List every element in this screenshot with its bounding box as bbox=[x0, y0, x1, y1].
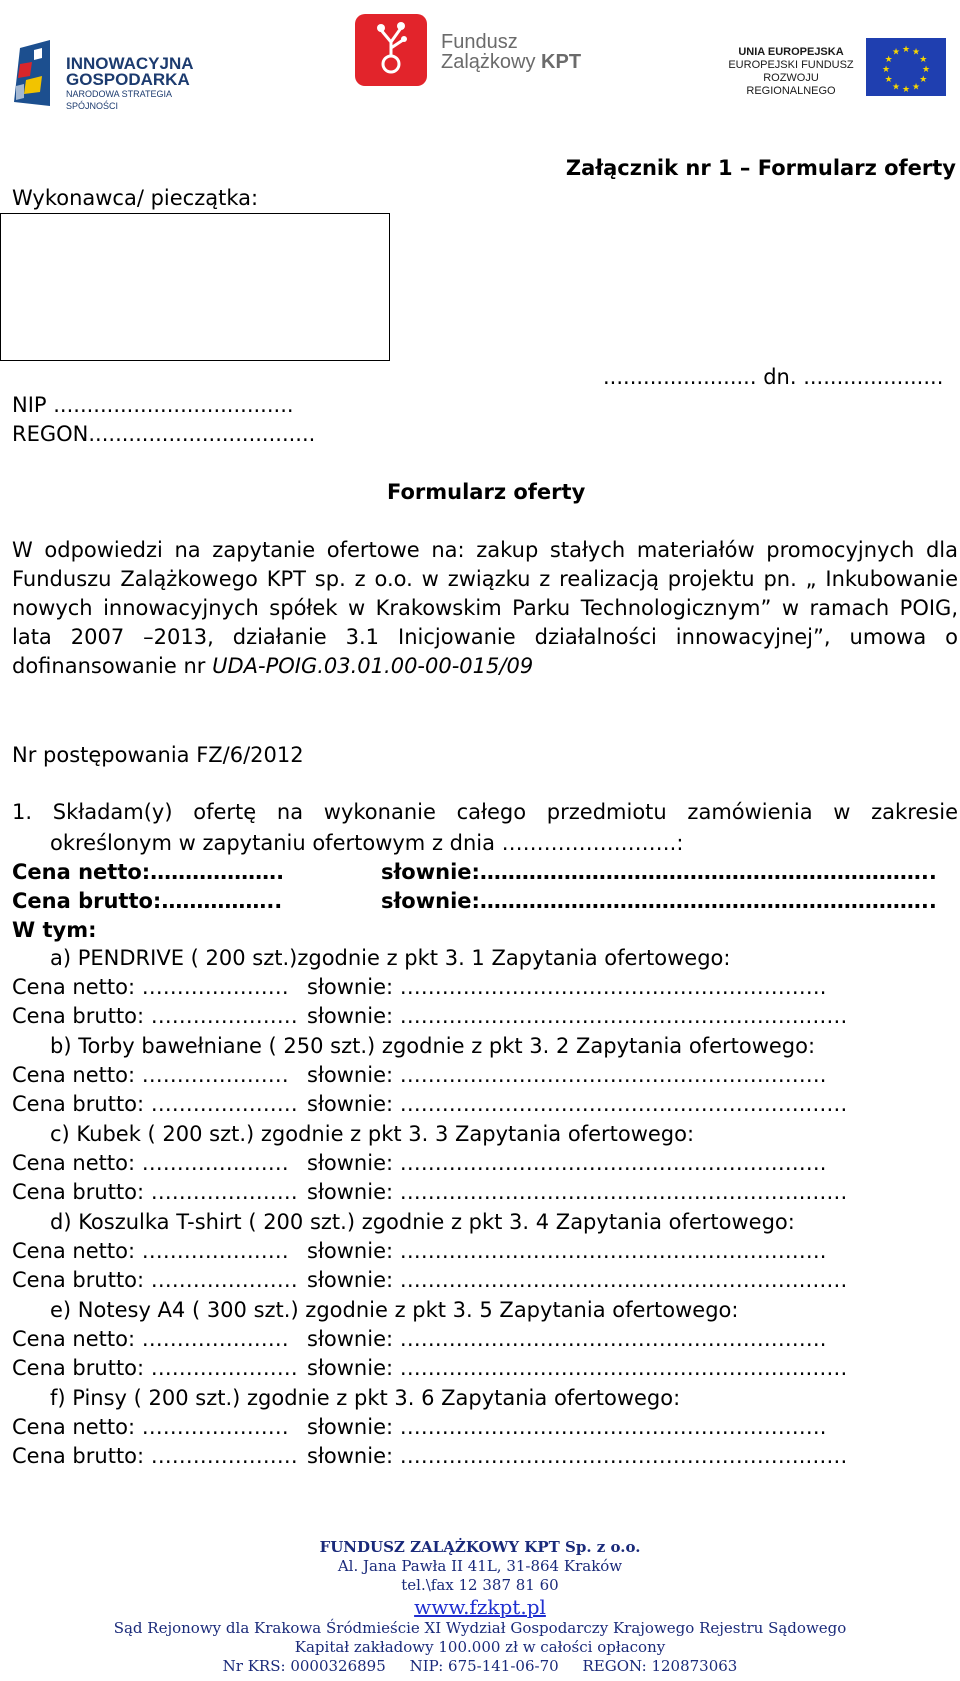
innowacyjna-gospodarka-logo bbox=[12, 36, 222, 111]
contractor-stamp-box bbox=[0, 213, 390, 361]
eu-logo bbox=[720, 36, 948, 98]
item-net-price: Cena netto: ………………… bbox=[12, 1239, 289, 1263]
ig-logo-line2: GOSPODARKA bbox=[66, 70, 190, 89]
total-gross-label: Cena brutto:…………….. bbox=[12, 889, 283, 913]
total-net-words: słownie:……………………………………………………….. bbox=[381, 860, 937, 884]
offer-line-2: określonym w zapytaniu ofertowym z dnia …………………….: bbox=[50, 831, 684, 855]
total-net-label: Cena netto:………………. bbox=[12, 860, 285, 884]
footer-website-link[interactable]: www.fzkpt.pl bbox=[414, 1595, 546, 1619]
item-net-price: Cena netto: ………………… bbox=[12, 1063, 289, 1087]
form-title: Formularz oferty bbox=[387, 480, 586, 504]
footer-court: Sąd Rejonowy dla Krakowa Śródmieście XI Wydział Gospodarczy Krajowego Rejestru Sądowego bbox=[113, 1619, 847, 1637]
list-item bbox=[0, 1212, 960, 1300]
footer-address: Al. Jana Pawła II 41L, 31-864 Kraków bbox=[337, 1557, 623, 1575]
footer-company: FUNDUSZ ZALĄŻKOWY KPT Sp. z o.o. bbox=[319, 1538, 641, 1556]
item-title: a) PENDRIVE ( 200 szt.)zgodnie z pkt 3. 1 Zapytania ofertowego: bbox=[50, 946, 731, 970]
list-item bbox=[0, 1036, 960, 1124]
contractor-label: Wykonawca/ pieczątka: bbox=[12, 186, 259, 210]
svg-text:★: ★ bbox=[881, 65, 891, 75]
item-gross-words: słownie: ………………………………………………….…… bbox=[307, 1180, 848, 1204]
item-net-words: słownie: ……………………………………………………. bbox=[307, 1327, 827, 1351]
total-gross-words: słownie:……………………………………………………….. bbox=[381, 889, 937, 913]
eu-logo-line1: UNIA EUROPEJSKA bbox=[738, 46, 844, 58]
svg-text:★: ★ bbox=[911, 47, 921, 58]
item-gross-words: słownie: ………………………………………………….…… bbox=[307, 1004, 848, 1028]
intro-line: W odpowiedzi na zapytanie ofertowe na: zakup stałych materiałów promocyjnych dla bbox=[12, 538, 958, 562]
page-footer bbox=[0, 1538, 960, 1676]
item-net-words: słownie: ……………………………………………………. bbox=[307, 1063, 827, 1087]
item-gross-words: słownie: ………………………………………………….…… bbox=[307, 1444, 848, 1468]
item-gross-price: Cena brutto: ………………… bbox=[12, 1444, 298, 1468]
fz-logo-line3: KPT bbox=[541, 51, 582, 73]
item-gross-words: słownie: ………………………………………………….…… bbox=[307, 1356, 848, 1380]
item-title: c) Kubek ( 200 szt.) zgodnie z pkt 3. 3 Zapytania ofertowego: bbox=[50, 1122, 695, 1146]
ig-logo-line1: INNOWACYJNA bbox=[66, 54, 194, 73]
list-item bbox=[0, 948, 960, 1036]
regon-field: REGON.................................. bbox=[12, 422, 316, 446]
svg-text:★: ★ bbox=[884, 55, 893, 65]
item-net-words: słownie: ……………………………………………………. bbox=[307, 1151, 827, 1175]
items-list bbox=[0, 948, 960, 1476]
item-net-price: Cena netto: ………………… bbox=[12, 1151, 289, 1175]
list-item bbox=[0, 1388, 960, 1476]
svg-text:★: ★ bbox=[919, 75, 928, 85]
fz-logo-line1: Fundusz bbox=[441, 31, 518, 53]
proceeding-number: Nr postępowania FZ/6/2012 bbox=[12, 743, 304, 767]
place-date-field: ....................... dn. ..................... bbox=[603, 365, 944, 389]
intro-line-last bbox=[12, 652, 958, 681]
list-item bbox=[0, 1124, 960, 1212]
svg-text:★: ★ bbox=[921, 65, 931, 75]
item-title: d) Koszulka T-shirt ( 200 szt.) zgodnie z pkt 3. 4 Zapytania ofertowego: bbox=[50, 1210, 795, 1234]
item-gross-price: Cena brutto: ………………… bbox=[12, 1268, 298, 1292]
item-net-words: słownie: ……………………………………………………. bbox=[307, 1415, 827, 1439]
svg-text:★: ★ bbox=[919, 55, 928, 65]
svg-text:★: ★ bbox=[891, 47, 901, 58]
item-net-words: słownie: ……………………………………………………. bbox=[307, 1239, 827, 1263]
eu-logo-line2: EUROPEJSKI FUNDUSZ bbox=[728, 59, 854, 71]
item-gross-words: słownie: ………………………………………………….…… bbox=[307, 1268, 848, 1292]
item-title: b) Torby bawełniane ( 250 szt.) zgodnie z pkt 3. 2 Zapytania ofertowego: bbox=[50, 1034, 816, 1058]
svg-text:★: ★ bbox=[911, 82, 921, 93]
fundusz-zalazkowy-logo bbox=[355, 14, 585, 90]
including-label: W tym: bbox=[12, 918, 97, 942]
eu-logo-line3: ROZWOJU REGIONALNEGO bbox=[746, 72, 836, 97]
footer-capital: Kapitał zakładowy 100.000 zł w całości opłacony bbox=[294, 1638, 666, 1656]
list-item bbox=[0, 1300, 960, 1388]
item-title: e) Notesy A4 ( 300 szt.) zgodnie z pkt 3. 5 Zapytania ofertowego: bbox=[50, 1298, 739, 1322]
item-net-words: słownie: ……………………………………………………. bbox=[307, 975, 827, 999]
item-gross-price: Cena brutto: ………………… bbox=[12, 1180, 298, 1204]
item-gross-price: Cena brutto: ………………… bbox=[12, 1092, 298, 1116]
item-net-price: Cena netto: ………………… bbox=[12, 975, 289, 999]
eu-flag-icon bbox=[866, 38, 946, 96]
footer-phone: tel.\fax 12 387 81 60 bbox=[401, 1576, 559, 1594]
offer-statement bbox=[12, 798, 958, 827]
item-net-price: Cena netto: ………………… bbox=[12, 1327, 289, 1351]
item-net-price: Cena netto: ………………… bbox=[12, 1415, 289, 1439]
intro-paragraph bbox=[12, 536, 958, 681]
intro-line: lata 2007 –2013, działanie 3.1 Inicjowanie działalności innowacyjnej”, umowa o bbox=[12, 625, 958, 649]
contract-number: UDA-POIG.03.01.00-00-015/09 bbox=[212, 654, 534, 678]
item-gross-price: Cena brutto: ………………… bbox=[12, 1004, 298, 1028]
svg-text:★: ★ bbox=[891, 82, 901, 93]
attachment-title: Załącznik nr 1 – Formularz oferty bbox=[565, 156, 956, 180]
intro-last-prefix: dofinansowanie nr bbox=[12, 654, 213, 678]
intro-line: nowych innowacyjnych spółek w Krakowskim Parku Technologicznym” w ramach POIG, bbox=[12, 596, 958, 620]
fz-emblem-icon bbox=[355, 14, 427, 86]
nip-field: NIP .................................... bbox=[12, 393, 294, 417]
footer-registry: Nr KRS: 0000326895 NIP: 675-141-06-70 REGON: 120873063 bbox=[222, 1657, 738, 1675]
intro-line: Funduszu Zalążkowego KPT sp. z o.o. w związku z realizacją projektu pn. „ Inkubowanie bbox=[12, 567, 958, 591]
fz-logo-line2: Zalążkowy bbox=[441, 51, 536, 73]
item-gross-words: słownie: ………………………………………………….…… bbox=[307, 1092, 848, 1116]
offer-line-1: 1. Składam(y) ofertę na wykonanie całego przedmiotu zamówienia w zakresie bbox=[12, 800, 958, 824]
svg-text:★: ★ bbox=[901, 45, 911, 55]
ig-emblem-icon bbox=[12, 40, 52, 106]
svg-text:★: ★ bbox=[884, 75, 893, 85]
item-title: f) Pinsy ( 200 szt.) zgodnie z pkt 3. 6 Zapytania ofertowego: bbox=[50, 1386, 681, 1410]
svg-text:★: ★ bbox=[901, 85, 911, 95]
item-gross-price: Cena brutto: ………………… bbox=[12, 1356, 298, 1380]
ig-logo-line3: NARODOWA STRATEGIA SPÓJNOŚCI bbox=[66, 89, 172, 111]
